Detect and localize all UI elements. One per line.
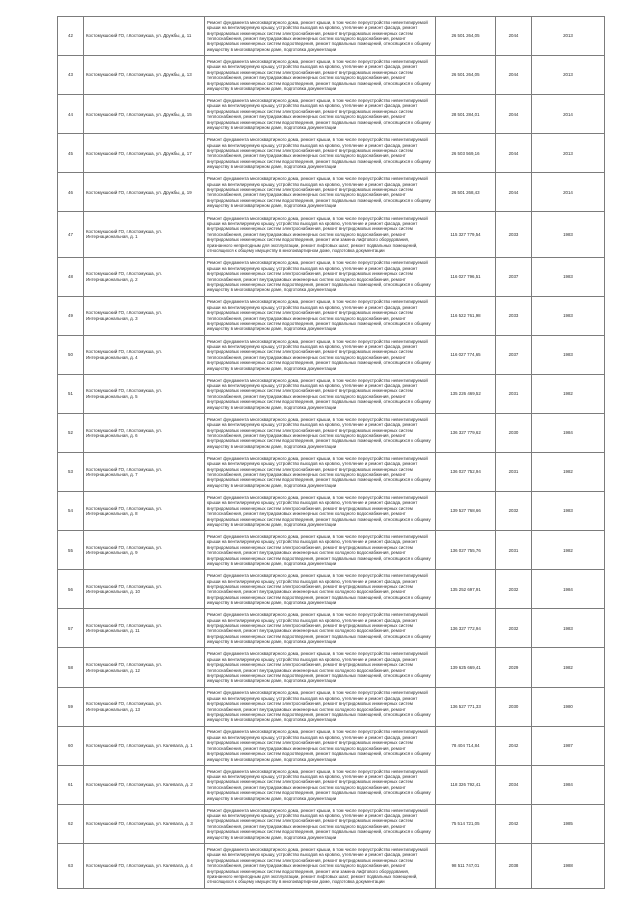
works-cell: Ремонт фундамента многоквартирного дома, ремонт крыши, в том числе переустройство невентилируемой крыши на вентилируемую крышу, устройство выходов на кровлю, утепление и ремонт фасада, ремонт внутридомовых инженерных систем электроснабжения, ремонт внутридомовых инженерных систем теплоснабжения, ремонт внутридомовых инженерных систем холодного водоснабжения, ремонт внутридомовых инженерных систем водоотведения, ремонт подвальных помещений, относящихся к общему имуществу в многоквартирном доме, подготовка документации xyxy=(205,335,436,374)
end-year-cell: 2038 xyxy=(496,843,532,888)
end-year-cell: 2032 xyxy=(496,609,532,648)
address-cell: Костомукшский ГО, г.Костомукша, ул. Интернациональная, д. 8 xyxy=(84,492,205,531)
table-row xyxy=(58,804,605,843)
address-cell: Костомукшский ГО, г.Костомукша, ул. Интернациональная, д. 6 xyxy=(84,413,205,452)
works-cell: Ремонт фундамента многоквартирного дома, ремонт крыши, в том числе переустройство невентилируемой крыши на вентилируемую крышу, устройство выходов на кровлю, утепление и ремонт фасада, ремонт внутридомовых инженерных систем электроснабжения, ремонт внутридомовых инженерных систем теплоснабжения, ремонт внутридомовых инженерных систем холодного водоснабжения, ремонт внутридомовых инженерных систем водоотведения, ремонт подвальных помещений, относящихся к общему имуществу в многоквартирном доме, подготовка документации xyxy=(205,804,436,843)
built-year-cell: 1980 xyxy=(532,687,605,726)
cost-cell: 115 327 779,54 xyxy=(436,212,496,257)
works-cell: Ремонт фундамента многоквартирного дома, ремонт крыши, в том числе переустройство невентилируемой крыши на вентилируемую крышу, устройство выходов на кровлю, утепление и ремонт фасада, ремонт внутридомовых инженерных систем электроснабжения, ремонт внутридомовых инженерных систем теплоснабжения, ремонт внутридомовых инженерных систем холодного водоснабжения, ремонт внутридомовых инженерных систем водоотведения, ремонт подвальных помещений, относящихся к общему имуществу в многоквартирном доме, подготовка документации xyxy=(205,765,436,804)
address-cell: Костомукшский ГО, г.Костомукша, ул. Интернациональная, д. 1 xyxy=(84,212,205,257)
cost-cell: 136 327 779,62 xyxy=(436,413,496,452)
row-number: 60 xyxy=(58,726,84,765)
table-row xyxy=(58,648,605,687)
address-cell: Костомукшский ГО, г.Костомукша, ул. Интернациональная, д. 4 xyxy=(84,335,205,374)
table-row xyxy=(58,212,605,257)
cost-cell: 75 514 721,05 xyxy=(436,804,496,843)
cost-cell: 136 027 752,94 xyxy=(436,452,496,491)
address-cell: Костомукшский ГО, г.Костомукша, ул. Калевала, д. 3 xyxy=(84,804,205,843)
table-row xyxy=(58,257,605,296)
table-row xyxy=(58,95,605,134)
table-row xyxy=(58,335,605,374)
row-number: 47 xyxy=(58,212,84,257)
end-year-cell: 2042 xyxy=(496,726,532,765)
end-year-cell: 2044 xyxy=(496,134,532,173)
end-year-cell: 2031 xyxy=(496,531,532,570)
address-cell: Костомукшский ГО, г.Костомукша, ул. Интернациональная, д. 9 xyxy=(84,531,205,570)
row-number: 54 xyxy=(58,492,84,531)
end-year-cell: 2044 xyxy=(496,95,532,134)
address-cell: Костомукшский ГО, г.Костомукша, ул. Калевала, д. 4 xyxy=(84,843,205,888)
row-number: 59 xyxy=(58,687,84,726)
row-number: 42 xyxy=(58,17,84,56)
cost-cell: 136 327 772,94 xyxy=(436,609,496,648)
cost-cell: 78 404 714,84 xyxy=(436,726,496,765)
works-cell: Ремонт фундамента многоквартирного дома, ремонт крыши, в том числе переустройство невентилируемой крыши на вентилируемую крышу, устройство выходов на кровлю, утепление и ремонт фасада, ремонт внутридомовых инженерных систем электроснабжения, ремонт внутридомовых инженерных систем теплоснабжения, ремонт внутридомовых инженерных систем холодного водоснабжения, ремонт внутридомовых инженерных систем водоотведения, ремонт подвальных помещений, относящихся к общему имуществу в многоквартирном доме, подготовка документации xyxy=(205,570,436,609)
row-number: 63 xyxy=(58,843,84,888)
row-number: 51 xyxy=(58,374,84,413)
works-cell: Ремонт фундамента многоквартирного дома, ремонт крыши, в том числе переустройство невентилируемой крыши на вентилируемую крышу, устройство выходов на кровлю, утепление и ремонт фасада, ремонт внутридомовых инженерных систем электроснабжения, ремонт внутридомовых инженерных систем теплоснабжения, ремонт внутридомовых инженерных систем холодного водоснабжения, ремонт внутридомовых инженерных систем водоотведения, ремонт подвальных помещений, относящихся к общему имуществу в многоквартирном доме, подготовка документации xyxy=(205,134,436,173)
end-year-cell: 2030 xyxy=(496,413,532,452)
built-year-cell: 1983 xyxy=(532,212,605,257)
address-cell: Костомукшский ГО, г.Костомукша, ул. Интернациональная, д. 13 xyxy=(84,687,205,726)
cost-cell: 118 326 792,41 xyxy=(436,765,496,804)
built-year-cell: 2014 xyxy=(532,173,605,212)
table-row xyxy=(58,17,605,56)
table-row xyxy=(58,134,605,173)
capital-repair-table xyxy=(57,16,605,889)
end-year-cell: 2029 xyxy=(496,648,532,687)
table-row xyxy=(58,296,605,335)
cost-cell: 135 226 469,52 xyxy=(436,374,496,413)
end-year-cell: 2032 xyxy=(496,492,532,531)
row-number: 53 xyxy=(58,452,84,491)
cost-cell: 116 522 761,98 xyxy=(436,296,496,335)
built-year-cell: 2014 xyxy=(532,95,605,134)
built-year-cell: 2013 xyxy=(532,56,605,95)
end-year-cell: 2037 xyxy=(496,257,532,296)
cost-cell: 136 527 771,33 xyxy=(436,687,496,726)
table-row xyxy=(58,56,605,95)
address-cell: Костомукшский ГО, г.Костомукша, ул. Калевала, д. 2 xyxy=(84,765,205,804)
built-year-cell: 1984 xyxy=(532,570,605,609)
end-year-cell: 2042 xyxy=(496,804,532,843)
built-year-cell: 1984 xyxy=(532,413,605,452)
end-year-cell: 2037 xyxy=(496,335,532,374)
table-row xyxy=(58,492,605,531)
cost-cell: 98 511 747,01 xyxy=(436,843,496,888)
address-cell: Костомукшский ГО, г.Костомукша, ул. Интернациональная, д. 2 xyxy=(84,257,205,296)
built-year-cell: 1982 xyxy=(532,452,605,491)
table-row xyxy=(58,374,605,413)
row-number: 49 xyxy=(58,296,84,335)
address-cell: Костомукшский ГО, г.Костомукша, ул. Интернациональная, д. 7 xyxy=(84,452,205,491)
cost-cell: 139 527 768,66 xyxy=(436,492,496,531)
cost-cell: 116 027 796,51 xyxy=(436,257,496,296)
end-year-cell: 2031 xyxy=(496,452,532,491)
row-number: 46 xyxy=(58,173,84,212)
works-cell: Ремонт фундамента многоквартирного дома, ремонт крыши, в том числе переустройство невентилируемой крыши на вентилируемую крышу, устройство выходов на кровлю, утепление и ремонт фасада, ремонт внутридомовых инженерных систем электроснабжения, ремонт внутридомовых инженерных систем теплоснабжения, ремонт внутридомовых инженерных систем холодного водоснабжения, ремонт внутридомовых инженерных систем водоотведения, ремонт подвальных помещений, относящихся к общему имуществу в многоквартирном доме, подготовка документации xyxy=(205,374,436,413)
built-year-cell: 1983 xyxy=(532,296,605,335)
row-number: 48 xyxy=(58,257,84,296)
table-body xyxy=(58,17,605,889)
works-cell: Ремонт фундамента многоквартирного дома, ремонт крыши, в том числе переустройство невентилируемой крыши на вентилируемую крышу, устройство выходов на кровлю, утепление и ремонт фасада, ремонт внутридомовых инженерных систем электроснабжения, ремонт внутридомовых инженерных систем теплоснабжения, ремонт внутридомовых инженерных систем холодного водоснабжения, ремонт внутридомовых инженерных систем водоотведения, ремонт подвальных помещений, относящихся к общему имуществу в многоквартирном доме, подготовка документации xyxy=(205,413,436,452)
built-year-cell: 1982 xyxy=(532,374,605,413)
address-cell: Костомукшский ГО, г.Костомукша, ул. Интернациональная, д. 5 xyxy=(84,374,205,413)
end-year-cell: 2033 xyxy=(496,296,532,335)
end-year-cell: 2032 xyxy=(496,570,532,609)
table-row xyxy=(58,687,605,726)
end-year-cell: 2034 xyxy=(496,765,532,804)
address-cell: Костомукшский ГО, г.Костомукша, ул. Интернациональная, д. 11 xyxy=(84,609,205,648)
address-cell: Костомукшский ГО, г.Костомукша, ул. Дружбы, д. 11 xyxy=(84,17,205,56)
cost-cell: 26 503 569,16 xyxy=(436,134,496,173)
row-number: 57 xyxy=(58,609,84,648)
built-year-cell: 1983 xyxy=(532,492,605,531)
address-cell: Костомукшский ГО, г.Костомукша, ул. Дружбы, д. 13 xyxy=(84,56,205,95)
cost-cell: 26 501 268,43 xyxy=(436,173,496,212)
row-number: 50 xyxy=(58,335,84,374)
works-cell: Ремонт фундамента многоквартирного дома, ремонт крыши, в том числе переустройство невентилируемой крыши на вентилируемую крышу, устройство выходов на кровлю, утепление и ремонт фасада, ремонт внутридомовых инженерных систем электроснабжения, ремонт внутридомовых инженерных систем теплоснабжения, ремонт внутридомовых инженерных систем холодного водоснабжения, ремонт внутридомовых инженерных систем водоотведения, ремонт подвальных помещений, относящихся к общему имуществу в многоквартирном доме, подготовка документации xyxy=(205,173,436,212)
built-year-cell: 1984 xyxy=(532,765,605,804)
address-cell: Костомукшский ГО, г.Костомукша, ул. Интернациональная, д. 3 xyxy=(84,296,205,335)
table-row xyxy=(58,765,605,804)
works-cell: Ремонт фундамента многоквартирного дома, ремонт крыши, в том числе переустройство невентилируемой крыши на вентилируемую крышу, устройство выходов на кровлю, утепление и ремонт фасада, ремонт внутридомовых инженерных систем электроснабжения, ремонт внутридомовых инженерных систем теплоснабжения, ремонт внутридомовых инженерных систем холодного водоснабжения, ремонт внутридомовых инженерных систем водоотведения, ремонт подвальных помещений, относящихся к общему имуществу в многоквартирном доме, подготовка документации xyxy=(205,492,436,531)
works-cell: Ремонт фундамента многоквартирного дома, ремонт крыши, в том числе переустройство невентилируемой крыши на вентилируемую крышу, устройство выходов на кровлю, утепление и ремонт фасада, ремонт внутридомовых инженерных систем электроснабжения, ремонт внутридомовых инженерных систем теплоснабжения, ремонт внутридомовых инженерных систем холодного водоснабжения, ремонт внутридомовых инженерных систем водоотведения, ремонт подвальных помещений, относящихся к общему имуществу в многоквартирном доме, подготовка документации xyxy=(205,296,436,335)
built-year-cell: 1982 xyxy=(532,648,605,687)
row-number: 61 xyxy=(58,765,84,804)
works-cell: Ремонт фундамента многоквартирного дома, ремонт крыши, в том числе переустройство невентилируемой крыши на вентилируемую крышу, устройство выходов на кровлю, утепление и ремонт фасада, ремонт внутридомовых инженерных систем электроснабжения, ремонт внутридомовых инженерных систем теплоснабжения, ремонт внутридомовых инженерных систем холодного водоснабжения, ремонт внутридомовых инженерных систем водоотведения, ремонт подвальных помещений, относящихся к общему имуществу в многоквартирном доме, подготовка документации xyxy=(205,56,436,95)
table-row xyxy=(58,452,605,491)
works-cell: Ремонт фундамента многоквартирного дома, ремонт крыши, в том числе переустройство невентилируемой крыши на вентилируемую крышу, устройство выходов на кровлю, утепление и ремонт фасада, ремонт внутридомовых инженерных систем электроснабжения, ремонт внутридомовых инженерных систем теплоснабжения, ремонт внутридомовых инженерных систем холодного водоснабжения, ремонт внутридомовых инженерных систем водоотведения, ремонт подвальных помещений, относящихся к общему имуществу в многоквартирном доме, подготовка документации xyxy=(205,687,436,726)
table-row xyxy=(58,413,605,452)
end-year-cell: 2030 xyxy=(496,687,532,726)
works-cell: Ремонт фундамента многоквартирного дома, ремонт крыши, в том числе переустройство невентилируемой крыши на вентилируемую крышу, устройство выходов на кровлю, утепление и ремонт фасада, ремонт внутридомовых инженерных систем электроснабжения, ремонт внутридомовых инженерных систем теплоснабжения, ремонт внутридомовых инженерных систем холодного водоснабжения, ремонт внутридомовых инженерных систем водоотведения, ремонт подвальных помещений, относящихся к общему имуществу в многоквартирном доме, подготовка документации xyxy=(205,609,436,648)
row-number: 45 xyxy=(58,134,84,173)
table-row xyxy=(58,570,605,609)
row-number: 55 xyxy=(58,531,84,570)
row-number: 52 xyxy=(58,413,84,452)
built-year-cell: 1988 xyxy=(532,843,605,888)
cost-cell: 135 252 697,91 xyxy=(436,570,496,609)
document-page xyxy=(57,16,604,889)
end-year-cell: 2031 xyxy=(496,374,532,413)
row-number: 62 xyxy=(58,804,84,843)
table-row xyxy=(58,843,605,888)
table-row xyxy=(58,531,605,570)
cost-cell: 116 027 774,65 xyxy=(436,335,496,374)
built-year-cell: 1983 xyxy=(532,609,605,648)
end-year-cell: 2044 xyxy=(496,173,532,212)
works-cell: Ремонт фундамента многоквартирного дома, ремонт крыши, в том числе переустройство невентилируемой крыши на вентилируемую крышу, устройство выходов на кровлю, утепление и ремонт фасада, ремонт внутридомовых инженерных систем электроснабжения, ремонт внутридомовых инженерных систем теплоснабжения, ремонт внутридомовых инженерных систем холодного водоснабжения, ремонт внутридомовых инженерных систем водоотведения, ремонт подвальных помещений, относящихся к общему имуществу в многоквартирном доме, подготовка документации xyxy=(205,95,436,134)
end-year-cell: 2044 xyxy=(496,17,532,56)
row-number: 44 xyxy=(58,95,84,134)
works-cell: Ремонт фундамента многоквартирного дома, ремонт крыши, в том числе переустройство невентилируемой крыши на вентилируемую крышу, устройство выходов на кровлю, утепление и ремонт фасада, ремонт внутридомовых инженерных систем электроснабжения, ремонт внутридомовых инженерных систем теплоснабжения, ремонт внутридомовых инженерных систем холодного водоснабжения, ремонт внутридомовых инженерных систем водоотведения, ремонт подвальных помещений, относящихся к общему имуществу в многоквартирном доме, подготовка документации xyxy=(205,648,436,687)
address-cell: Костомукшский ГО, г.Костомукша, ул. Интернациональная, д. 12 xyxy=(84,648,205,687)
built-year-cell: 1983 xyxy=(532,335,605,374)
built-year-cell: 2013 xyxy=(532,134,605,173)
cost-cell: 139 625 669,41 xyxy=(436,648,496,687)
address-cell: Костомукшский ГО, г.Костомукша, ул. Дружбы, д. 19 xyxy=(84,173,205,212)
end-year-cell: 2033 xyxy=(496,212,532,257)
table-row xyxy=(58,609,605,648)
cost-cell: 136 027 755,76 xyxy=(436,531,496,570)
built-year-cell: 2013 xyxy=(532,17,605,56)
table-row xyxy=(58,173,605,212)
table-row xyxy=(58,726,605,765)
cost-cell: 28 501 284,01 xyxy=(436,95,496,134)
works-cell: Ремонт фундамента многоквартирного дома, ремонт крыши, в том числе переустройство невентилируемой крыши на вентилируемую крышу, устройство выходов на кровлю, утепление и ремонт фасада, ремонт внутридомовых инженерных систем электроснабжения, ремонт внутридомовых инженерных систем теплоснабжения, ремонт внутридомовых инженерных систем холодного водоснабжения, ремонт внутридомовых инженерных систем водоотведения, ремонт подвальных помещений, относящихся к общему имуществу в многоквартирном доме, подготовка документации xyxy=(205,257,436,296)
address-cell: Костомукшский ГО, г.Костомукша, ул. Калевала, д. 1 xyxy=(84,726,205,765)
row-number: 58 xyxy=(58,648,84,687)
works-cell: Ремонт фундамента многоквартирного дома, ремонт крыши, в том числе переустройство невентилируемой крыши на вентилируемую крышу, устройство выходов на кровлю, утепление и ремонт фасада, ремонт внутридомовых инженерных систем электроснабжения, ремонт внутридомовых инженерных систем теплоснабжения, ремонт внутридомовых инженерных систем холодного водоснабжения, ремонт внутридомовых инженерных систем водоотведения, ремонт подвальных помещений, относящихся к общему имуществу в многоквартирном доме, подготовка документации xyxy=(205,531,436,570)
works-cell: Ремонт фундамента многоквартирного дома, ремонт крыши, в том числе переустройство невентилируемой крыши на вентилируемую крышу, устройство выходов на кровлю, утепление и ремонт фасада, ремонт внутридомовых инженерных систем электроснабжения, ремонт внутридомовых инженерных систем теплоснабжения, ремонт внутридомовых инженерных систем холодного водоснабжения, ремонт внутридомовых инженерных систем водоотведения, ремонт подвальных помещений, относящихся к общему имуществу в многоквартирном доме, подготовка документации xyxy=(205,17,436,56)
built-year-cell: 1983 xyxy=(532,257,605,296)
works-cell: Ремонт фундамента многоквартирного дома, ремонт крыши, в том числе переустройство невентилируемой крыши на вентилируемую крышу, устройство выходов на кровлю, утепление и ремонт фасада, ремонт внутридомовых инженерных систем электроснабжения, ремонт внутридомовых инженерных систем теплоснабжения, ремонт внутридомовых инженерных систем холодного водоснабжения, ремонт внутридомовых инженерных систем водоотведения, ремонт или замена лифтового оборудования, признанного непригодным для эксплуатации, ремонт лифтовых шахт, ремонт подвальных помещений, относящихся к общему имуществу в многоквартирном доме, подготовка документации xyxy=(205,843,436,888)
built-year-cell: 1985 xyxy=(532,804,605,843)
works-cell: Ремонт фундамента многоквартирного дома, ремонт крыши, в том числе переустройство невентилируемой крыши на вентилируемую крышу, устройство выходов на кровлю, утепление и ремонт фасада, ремонт внутридомовых инженерных систем электроснабжения, ремонт внутридомовых инженерных систем теплоснабжения, ремонт внутридомовых инженерных систем холодного водоснабжения, ремонт внутридомовых инженерных систем водоотведения, ремонт или замена лифтового оборудования, признанного непригодным для эксплуатации, ремонт лифтовых шахт, ремонт подвальных помещений, относящихся к общему имуществу в многоквартирном доме, подготовка документации xyxy=(205,212,436,257)
row-number: 43 xyxy=(58,56,84,95)
built-year-cell: 1982 xyxy=(532,531,605,570)
works-cell: Ремонт фундамента многоквартирного дома, ремонт крыши, в том числе переустройство невентилируемой крыши на вентилируемую крышу, устройство выходов на кровлю, утепление и ремонт фасада, ремонт внутридомовых инженерных систем электроснабжения, ремонт внутридомовых инженерных систем теплоснабжения, ремонт внутридомовых инженерных систем холодного водоснабжения, ремонт внутридомовых инженерных систем водоотведения, ремонт подвальных помещений, относящихся к общему имуществу в многоквартирном доме, подготовка документации xyxy=(205,452,436,491)
row-number: 56 xyxy=(58,570,84,609)
cost-cell: 26 501 264,05 xyxy=(436,17,496,56)
end-year-cell: 2044 xyxy=(496,56,532,95)
address-cell: Костомукшский ГО, г.Костомукша, ул. Интернациональная, д. 10 xyxy=(84,570,205,609)
cost-cell: 26 501 264,05 xyxy=(436,56,496,95)
address-cell: Костомукшский ГО, г.Костомукша, ул. Дружбы, д. 15 xyxy=(84,95,205,134)
works-cell: Ремонт фундамента многоквартирного дома, ремонт крыши, в том числе переустройство невентилируемой крыши на вентилируемую крышу, устройство выходов на кровлю, утепление и ремонт фасада, ремонт внутридомовых инженерных систем электроснабжения, ремонт внутридомовых инженерных систем теплоснабжения, ремонт внутридомовых инженерных систем холодного водоснабжения, ремонт внутридомовых инженерных систем водоотведения, ремонт подвальных помещений, относящихся к общему имуществу в многоквартирном доме, подготовка документации xyxy=(205,726,436,765)
address-cell: Костомукшский ГО, г.Костомукша, ул. Дружбы, д. 17 xyxy=(84,134,205,173)
built-year-cell: 1987 xyxy=(532,726,605,765)
